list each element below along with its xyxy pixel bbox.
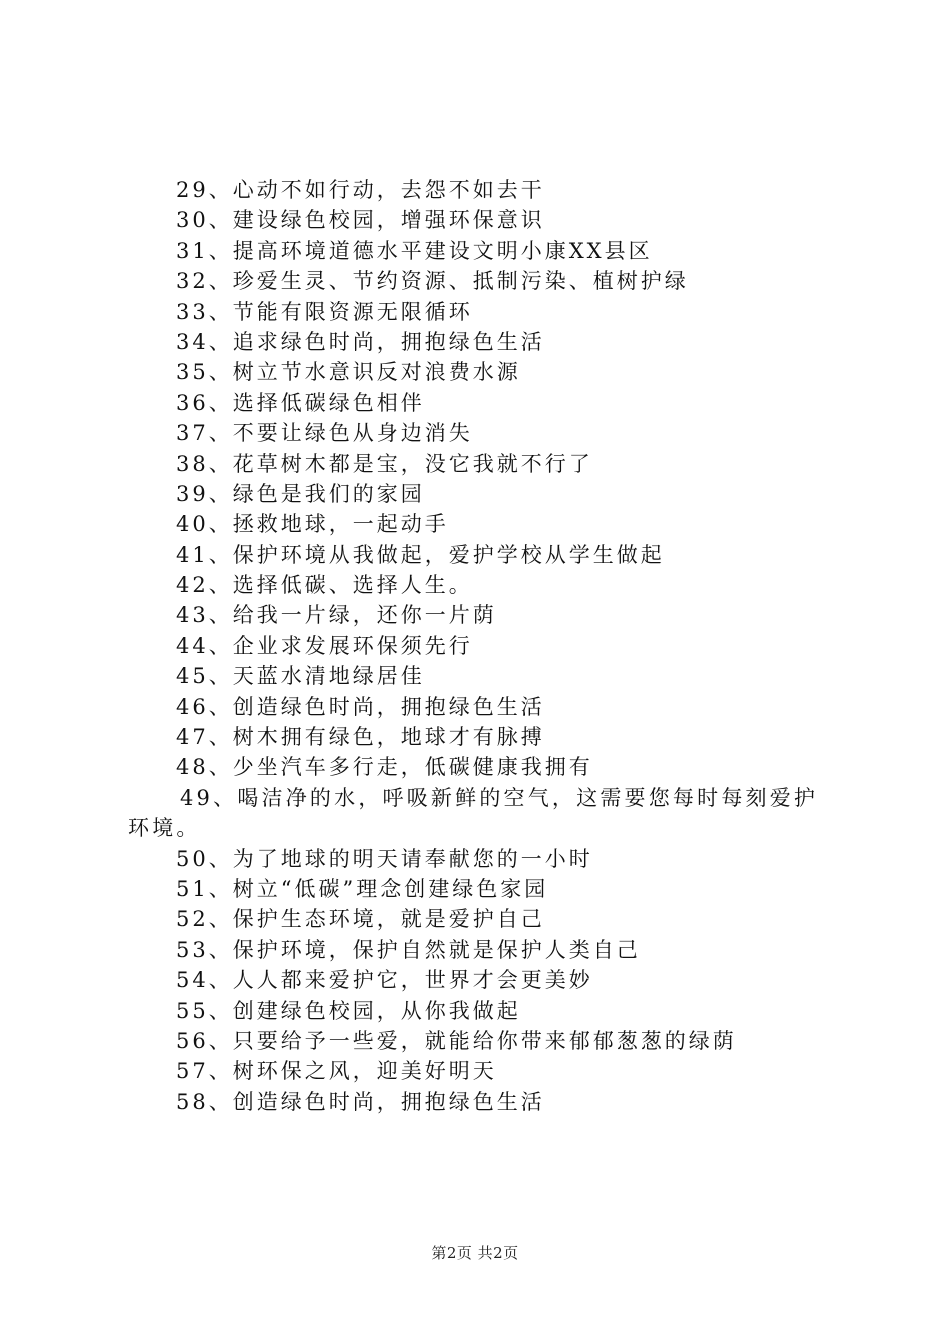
list-item: 41、保护环境从我做起，爱护学校从学生做起 [176,542,665,567]
list-item: 48、少坐汽车多行走，低碳健康我拥有 [176,755,593,780]
list-item: 53、保护环境，保护自然就是保护人类自己 [176,937,641,962]
list-item: 45、天蓝水清地绿居佳 [176,664,425,689]
slogan-list [0,175,950,1117]
list-item: 30、建设绿色校园，增强环保意识 [176,208,545,233]
list-item: 58、创造绿色时尚，拥抱绿色生活 [176,1089,545,1114]
list-item: 40、拯救地球，一起动手 [176,512,449,537]
list-item: 44、企业求发展环保须先行 [176,633,473,658]
list-item: 29、心动不如行动，去怨不如去干 [176,178,545,202]
list-item: 56、只要给予一些爱，就能给你带来郁郁葱葱的绿荫 [176,1028,737,1053]
list-item: 42、选择低碳、选择人生。 [176,573,473,598]
list-item: 52、保护生态环境，就是爱护自己 [176,907,545,932]
list-item: 51、树立“低碳”理念创建绿色家园 [176,877,549,902]
list-item: 34、追求绿色时尚，拥抱绿色生活 [176,329,545,354]
list-item: 55、创建绿色校园，从你我做起 [176,998,521,1023]
list-item: 35、树立节水意识反对浪费水源 [176,360,521,385]
list-item: 43、给我一片绿，还你一片荫 [176,603,497,628]
list-item: 54、人人都来爱护它，世界才会更美妙 [176,968,593,993]
list-item: 50、为了地球的明天请奉献您的一小时 [176,846,593,871]
list-item: 36、选择低碳绿色相伴 [176,390,425,415]
list-item: 49、喝洁净的水，呼吸新鲜的空气，这需要您每时每刻爱护环境。 [128,785,819,841]
list-item: 37、不要让绿色从身边消失 [176,421,473,446]
page-number-footer: 第2页 共2页 [431,1244,519,1262]
list-item: 31、提高环境道德水平建设文明小康XX县区 [176,238,653,263]
list-item: 39、绿色是我们的家园 [176,481,425,506]
list-item: 38、花草树木都是宝，没它我就不行了 [176,451,593,476]
list-item: 57、树环保之风，迎美好明天 [176,1059,497,1084]
list-item: 47、树木拥有绿色，地球才有脉搏 [176,725,545,750]
list-item: 33、节能有限资源无限循环 [176,299,473,324]
list-item: 46、创造绿色时尚，拥抱绿色生活 [176,694,545,719]
list-item: 32、珍爱生灵、节约资源、抵制污染、植树护绿 [176,269,689,294]
